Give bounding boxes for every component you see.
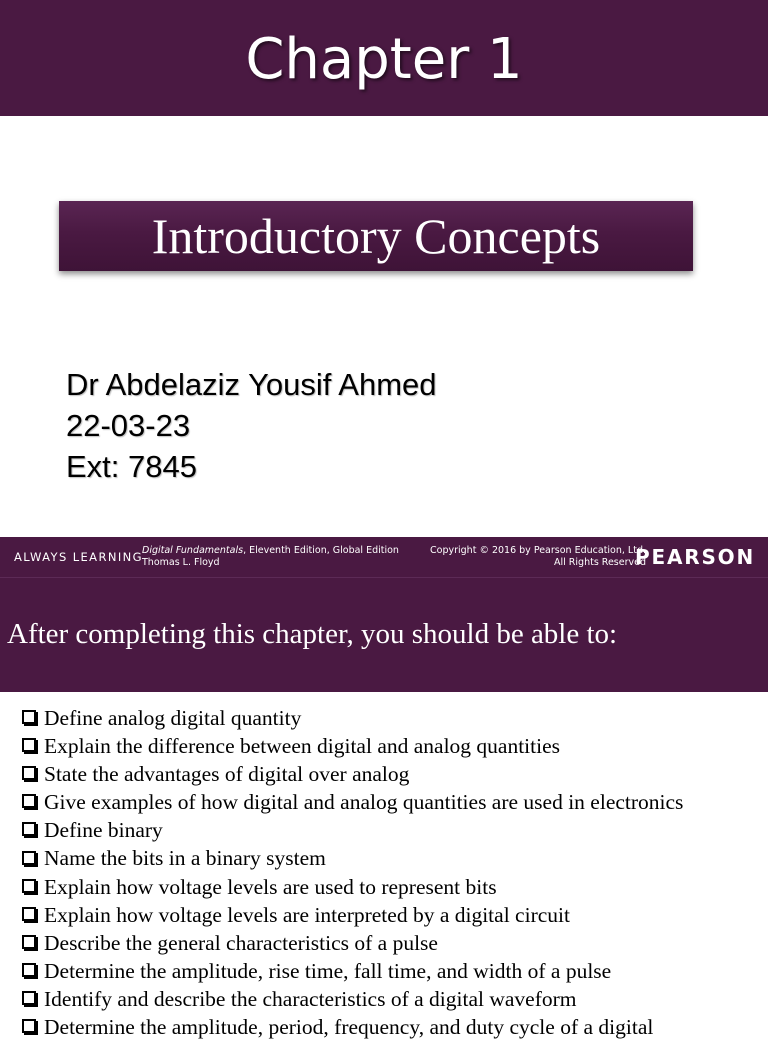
checkbox-icon <box>22 907 36 921</box>
slide-footer <box>0 537 768 577</box>
always-learning-tagline: ALWAYS LEARNING <box>14 550 143 564</box>
checkbox-icon <box>22 991 36 1005</box>
list-item <box>22 816 683 844</box>
objective-text: Explain the difference between digital and analog quantities <box>44 734 561 759</box>
list-item <box>22 873 683 901</box>
checkbox-icon <box>22 766 36 780</box>
objectives-list <box>22 704 683 1041</box>
copyright-line-1: Copyright © 2016 by Pearson Education, Ltd. <box>430 545 646 556</box>
author-name: Dr Abdelaziz Yousif Ahmed <box>66 367 437 402</box>
checkbox-icon <box>22 710 36 724</box>
list-item <box>22 985 683 1013</box>
list-item <box>22 844 683 872</box>
checkbox-icon <box>22 935 36 949</box>
checkbox-icon <box>22 738 36 752</box>
copyright-notice <box>430 545 646 568</box>
checkbox-icon <box>22 1019 36 1033</box>
list-item <box>22 1013 683 1041</box>
checkbox-icon <box>22 794 36 808</box>
list-item <box>22 929 683 957</box>
list-item <box>22 732 683 760</box>
list-item <box>22 704 683 732</box>
objective-text: Give examples of how digital and analog quantities are used in electronics <box>44 790 684 815</box>
phone-extension: Ext: 7845 <box>66 449 197 484</box>
objective-text: Explain how voltage levels are used to represent bits <box>44 874 497 899</box>
list-item <box>22 788 683 816</box>
objectives-header-bar <box>0 578 768 692</box>
objective-text: Identify and describe the characteristics of a digital waveform <box>44 986 577 1011</box>
objective-text: Explain how voltage levels are interpreted by a digital circuit <box>44 902 570 927</box>
objective-text: Describe the general characteristics of a pulse <box>44 930 438 955</box>
objectives-heading: After completing this chapter, you should be able to: <box>7 618 618 650</box>
subtitle-text: Introductory Concepts <box>151 208 601 264</box>
checkbox-icon <box>22 879 36 893</box>
checkbox-icon <box>22 963 36 977</box>
author-info <box>66 364 437 487</box>
chapter-title: Chapter 1 <box>245 27 523 92</box>
list-item <box>22 760 683 788</box>
list-item <box>22 957 683 985</box>
objective-text: Define binary <box>44 818 163 843</box>
objective-text: Define analog digital quantity <box>44 706 302 730</box>
pearson-logo: PEARSON <box>635 545 755 569</box>
book-edition: , Eleventh Edition, Global Edition <box>243 545 399 556</box>
subtitle-banner <box>59 201 693 271</box>
objective-text: Determine the amplitude, rise time, fall time, and width of a pulse <box>44 958 612 983</box>
checkbox-icon <box>22 822 36 836</box>
objective-text: State the advantages of digital over analog <box>44 762 410 787</box>
list-item <box>22 901 683 929</box>
copyright-line-2: All Rights Reserved <box>554 556 646 568</box>
book-title: Digital Fundamentals <box>142 545 244 556</box>
presentation-date: 22-03-23 <box>66 408 191 443</box>
objective-text: Determine the amplitude, period, frequency, and duty cycle of a digital <box>44 1015 654 1040</box>
checkbox-icon <box>22 851 36 865</box>
book-title-line <box>142 545 399 557</box>
book-author: Thomas L. Floyd <box>142 556 220 568</box>
chapter-title-bar <box>0 0 768 116</box>
objective-text: Name the bits in a binary system <box>44 846 326 871</box>
book-info <box>142 545 399 568</box>
